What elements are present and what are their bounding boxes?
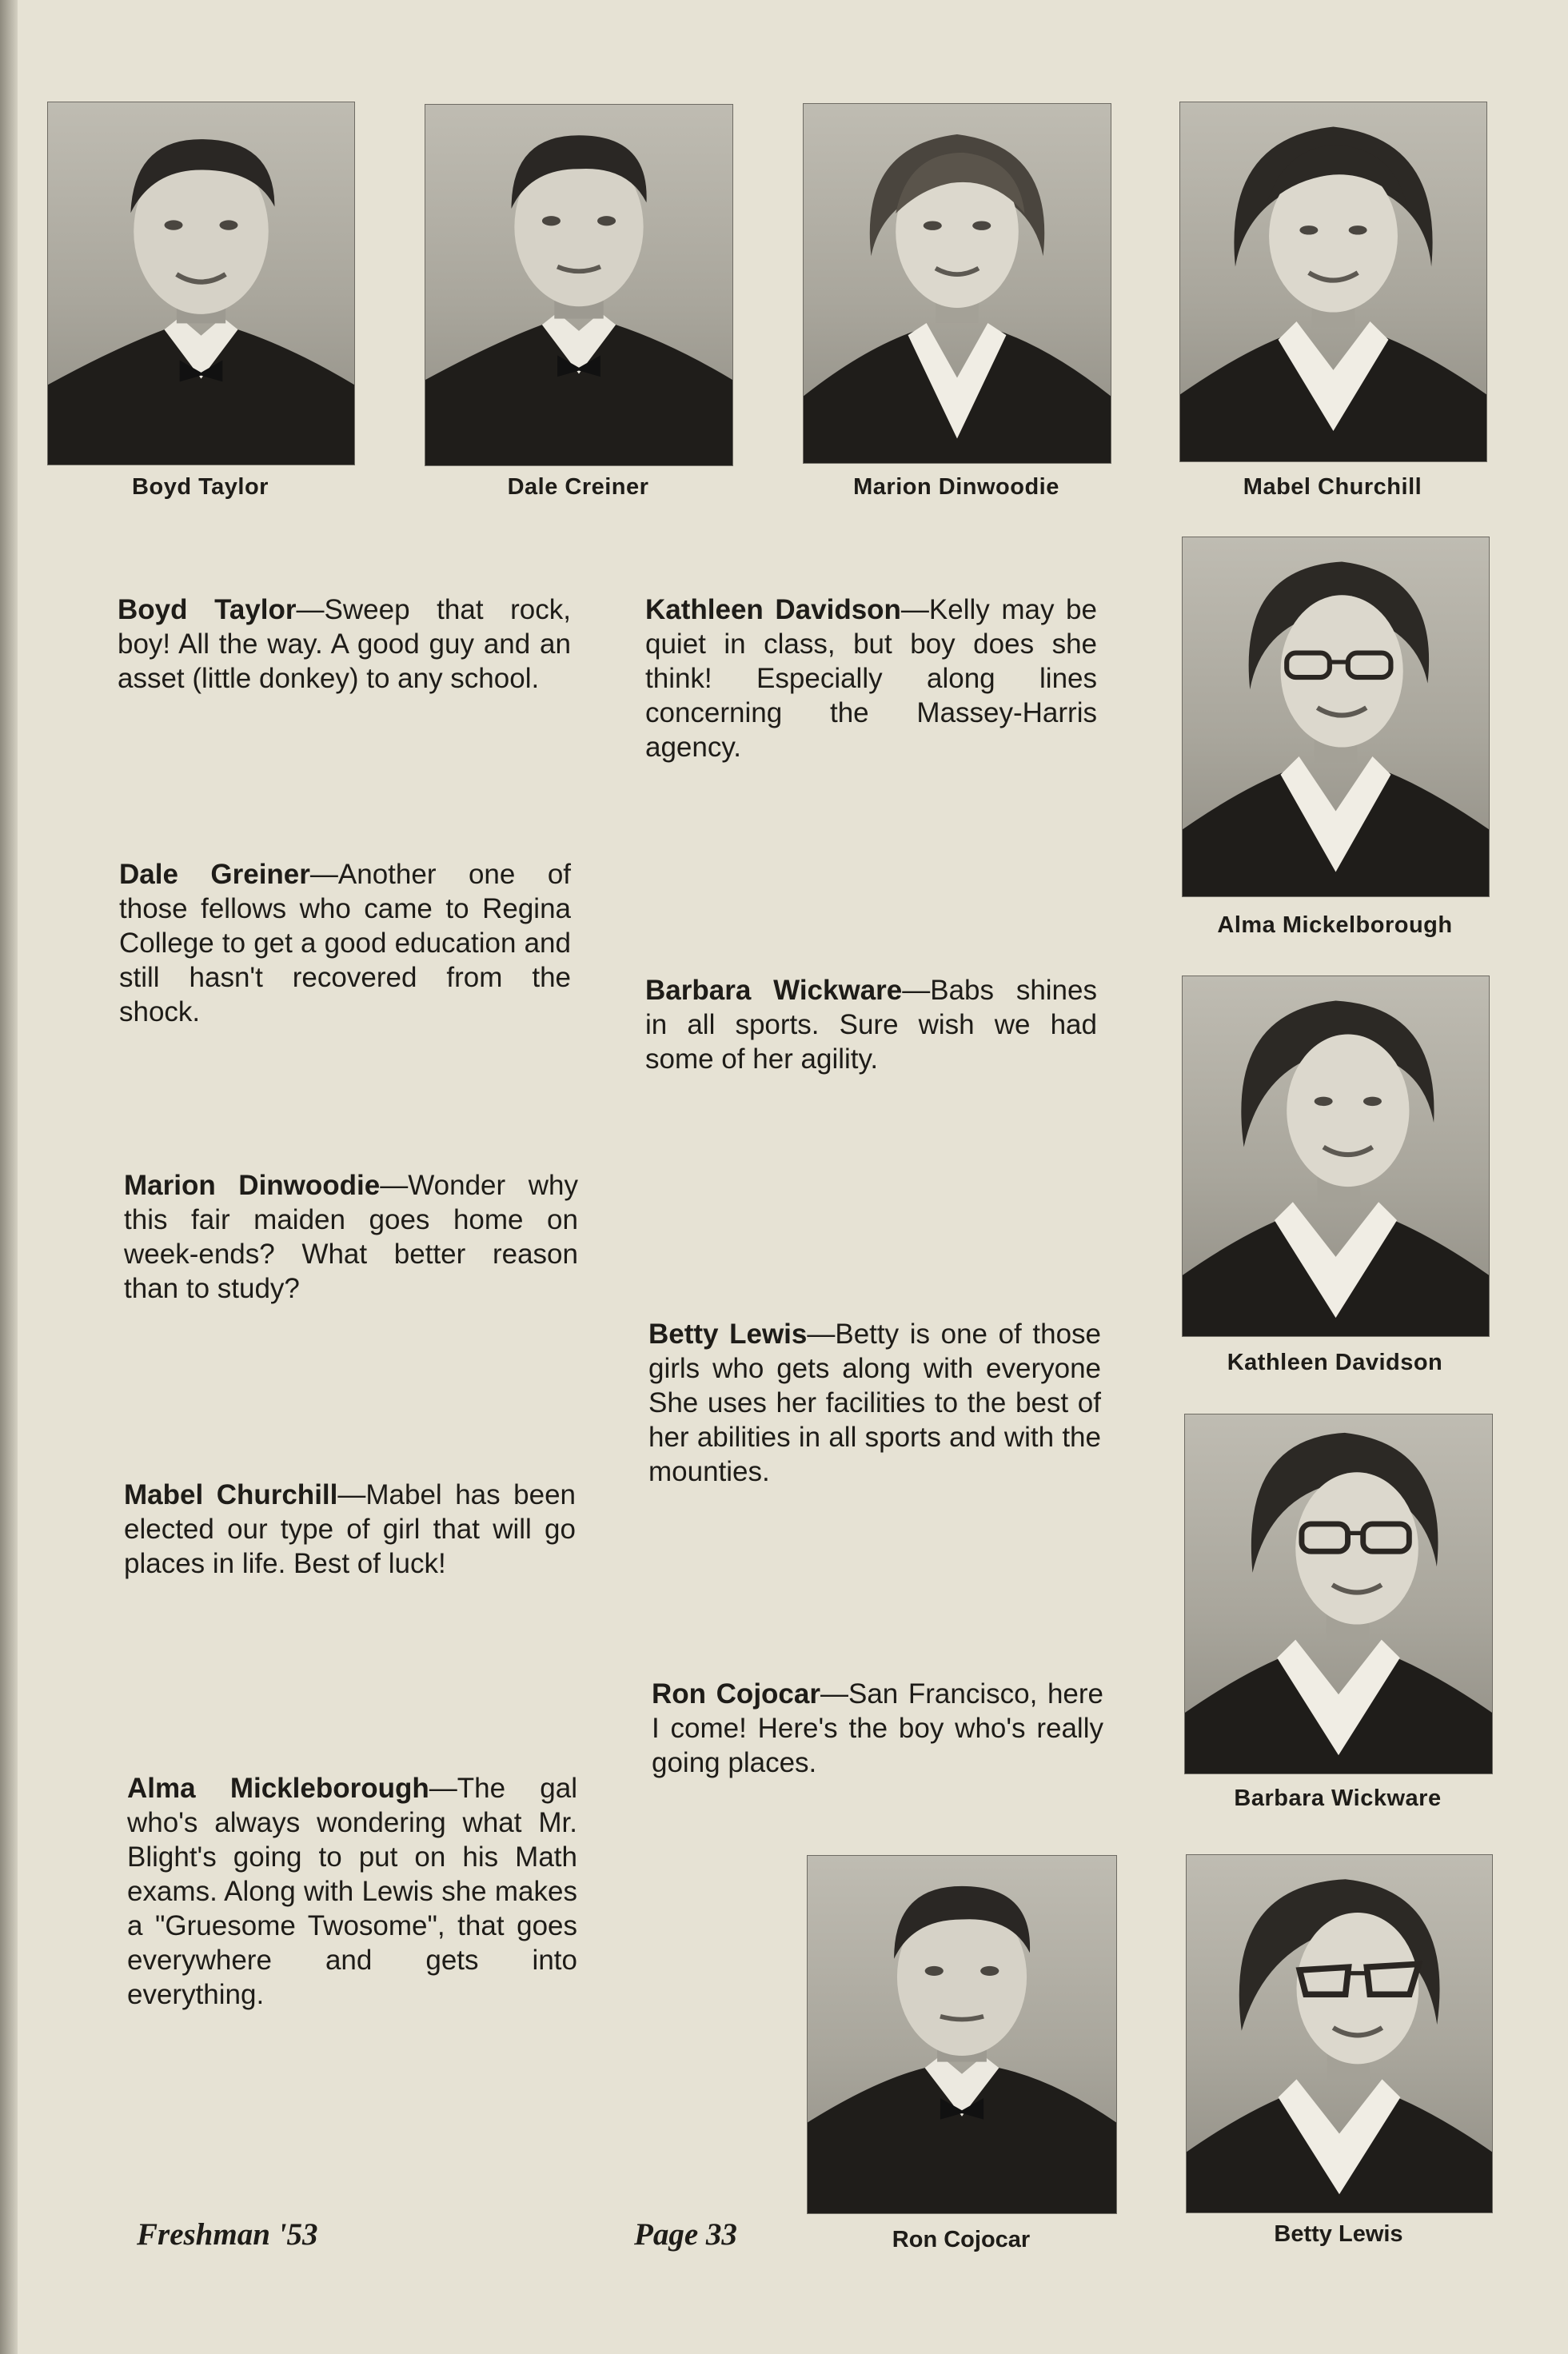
bio-text: —Wonder why this fair maiden goes home on week-ends? What better reason than to study? xyxy=(124,1170,578,1304)
portrait-photo-dale-creiner xyxy=(425,104,733,466)
portrait-caption-ron-cojocar: Ron Cojocar xyxy=(892,2227,1031,2252)
bio-dale-greiner xyxy=(119,857,571,1029)
bio-alma-mickleborough xyxy=(127,1771,577,2012)
portrait-photo-boyd-taylor xyxy=(47,102,355,465)
portrait-photo-kathleen-davidson xyxy=(1182,976,1490,1337)
bio-text: —Betty is one of those girls who gets along with everyone She uses her facilities to the best of her abilities in all sports and with the mounties. xyxy=(648,1319,1101,1487)
portrait-caption-marion-dinwoodie: Marion Dinwoodie xyxy=(853,474,1059,500)
portrait-caption-boyd-taylor: Boyd Taylor xyxy=(132,474,269,500)
portrait-photo-betty-lewis xyxy=(1186,1854,1493,2213)
bio-kathleen-davidson xyxy=(645,592,1097,764)
footer-page-number: Page 33 xyxy=(634,2217,737,2252)
bio-text: —Babs shines in all sports. Sure wish we had some of her agility. xyxy=(645,975,1097,1075)
bio-name: Barbara Wickware xyxy=(645,975,903,1006)
bio-text: —San Francisco, here I come! Here's the boy who's really going places. xyxy=(652,1678,1103,1778)
bio-barbara-wickware xyxy=(645,973,1097,1076)
portrait-caption-kathleen-davidson: Kathleen Davidson xyxy=(1227,1350,1443,1375)
bio-name: Betty Lewis xyxy=(648,1319,808,1350)
portrait-caption-barbara-wickware: Barbara Wickware xyxy=(1234,1785,1442,1811)
portrait-caption-dale-creiner: Dale Creiner xyxy=(507,474,649,500)
bio-text: —The gal who's always wondering what Mr. Blight's going to put on his Math exams. Along with Lewis she makes a "Gruesome Twosome", that goes everywhere and gets into everything. xyxy=(127,1773,577,2010)
bio-boyd-taylor xyxy=(118,592,571,696)
portrait-caption-mabel-churchill: Mabel Churchill xyxy=(1243,474,1422,500)
bio-name: Dale Greiner xyxy=(119,859,310,890)
footer-publication-name: Freshman '53 xyxy=(137,2217,318,2252)
bio-name: Mabel Churchill xyxy=(124,1479,338,1510)
bio-marion-dinwoodie xyxy=(124,1168,578,1306)
portrait-photo-ron-cojocar xyxy=(807,1855,1117,2214)
bio-text: —Mabel has been elected our type of girl that will go places in life. Best of luck! xyxy=(124,1479,576,1579)
bio-betty-lewis xyxy=(648,1317,1101,1489)
bio-name: Ron Cojocar xyxy=(652,1678,820,1710)
binding-gutter xyxy=(0,0,18,2354)
portrait-photo-mabel-churchill xyxy=(1179,102,1487,462)
portrait-caption-betty-lewis: Betty Lewis xyxy=(1274,2221,1403,2247)
bio-text: —Kelly may be quiet in class, but boy does she think! Especially along lines concerning the Massey-Harris agency. xyxy=(645,594,1097,763)
bio-mabel-churchill xyxy=(124,1478,576,1581)
bio-name: Marion Dinwoodie xyxy=(124,1170,381,1201)
bio-text: —Another one of those fellows who came to Regina College to get a good education and still hasn't recovered from the shock. xyxy=(119,859,572,1027)
portrait-photo-barbara-wickware xyxy=(1184,1414,1493,1774)
bio-name: Alma Mickleborough xyxy=(127,1773,429,1804)
portrait-photo-alma-mickelborough xyxy=(1182,537,1490,897)
bio-ron-cojocar xyxy=(652,1677,1103,1780)
bio-text: —Sweep that rock, boy! All the way. A good guy and an asset (little donkey) to any school. xyxy=(118,594,571,694)
bio-name: Kathleen Davidson xyxy=(645,594,901,625)
bio-name: Boyd Taylor xyxy=(118,594,297,625)
portrait-caption-alma-mickelborough: Alma Mickelborough xyxy=(1217,912,1453,938)
portrait-photo-marion-dinwoodie xyxy=(803,103,1111,464)
